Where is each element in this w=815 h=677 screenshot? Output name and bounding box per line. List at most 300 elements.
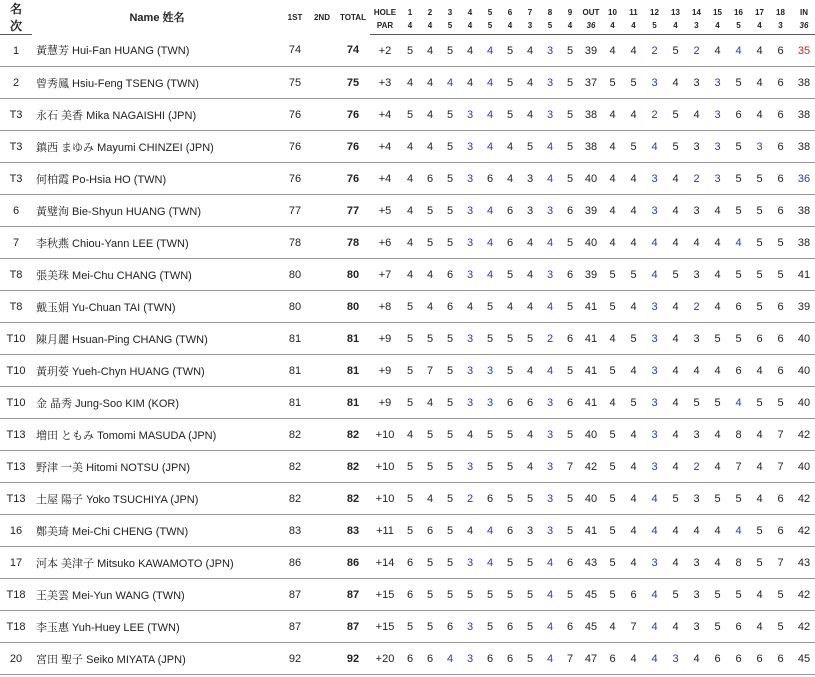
hole-score: 4 [749,451,770,483]
total-score: 87 [336,611,370,643]
hole-score: 2 [460,483,480,515]
par-in-total: 36 [791,17,815,35]
hole-score: 5 [480,611,500,643]
out-total: 45 [580,611,602,643]
hole-score: 4 [665,611,686,643]
hole-score: 4 [500,291,520,323]
hole-par: 5 [728,17,749,35]
to-par: +4 [370,163,400,195]
hole-score: 6 [770,291,791,323]
hole-score: 3 [644,355,665,387]
hole-par: 4 [500,17,520,35]
player-name: 王美雲 Mei-Yun WANG (TWN) [32,579,282,611]
hole-score: 5 [728,67,749,99]
hole-score: 6 [770,515,791,547]
hole-score: 6 [770,643,791,675]
out-total: 38 [580,99,602,131]
round2-score [308,547,336,579]
hole-number: 6 [507,8,513,17]
hole-score: 4 [749,419,770,451]
round2-score [308,291,336,323]
in-total: 38 [791,99,815,131]
out-total: 41 [580,515,602,547]
round1-header: 1ST [287,12,303,22]
total-score: 83 [336,515,370,547]
to-par: +4 [370,131,400,163]
hole-score: 6 [420,515,440,547]
total-score: 82 [336,451,370,483]
round1-score: 76 [282,131,308,163]
hole-score: 5 [400,99,420,131]
hole-score: 6 [770,355,791,387]
hole-score: 6 [500,195,520,227]
hole-par: 4 [460,17,480,35]
in-total: 45 [791,643,815,675]
hole-score: 6 [770,323,791,355]
round1-score: 82 [282,419,308,451]
round2-score [308,195,336,227]
hole-score: 5 [560,419,580,451]
hole-score: 5 [400,35,420,67]
hole-par: 4 [400,17,420,35]
hole-score: 5 [400,291,420,323]
in-total: 40 [791,355,815,387]
hole-score: 6 [560,611,580,643]
to-par: +14 [370,547,400,579]
hole-score: 4 [400,131,420,163]
hole-score: 4 [644,579,665,611]
hole-score: 4 [602,227,623,259]
player-row [0,547,815,579]
hole-score: 5 [602,579,623,611]
hole-score: 5 [560,99,580,131]
hole-score: 2 [686,291,707,323]
to-par: +10 [370,451,400,483]
hole-score: 5 [560,483,580,515]
hole-score: 4 [686,643,707,675]
hole-score: 7 [770,547,791,579]
hole-number: 4 [467,8,473,17]
hole-score: 6 [500,227,520,259]
player-row [0,643,815,675]
hole-number: 13 [671,8,680,17]
hole-score: 7 [728,451,749,483]
hole-score: 5 [480,451,500,483]
round2-score [308,323,336,355]
in-total: 39 [791,291,815,323]
hole-score: 4 [420,387,440,419]
in-total: 42 [791,483,815,515]
hole-score: 4 [420,35,440,67]
hole-score: 4 [749,579,770,611]
round1-score: 80 [282,291,308,323]
hole-score: 7 [623,611,644,643]
hole-score: 4 [480,35,500,67]
player-position: T3 [0,163,32,195]
total-score: 87 [336,579,370,611]
hole-score: 5 [707,387,728,419]
hole-score: 6 [560,259,580,291]
hole-score: 5 [500,579,520,611]
hole-score: 5 [440,355,460,387]
player-position: 1 [0,35,32,67]
out-total: 40 [580,483,602,515]
out-total: 39 [580,259,602,291]
hole-score: 3 [540,515,560,547]
hole-score: 3 [686,323,707,355]
hole-score: 3 [540,419,560,451]
hole-score: 5 [500,35,520,67]
hole-score: 4 [602,99,623,131]
total-score: 77 [336,195,370,227]
hole-score: 4 [540,131,560,163]
player-position: 2 [0,67,32,99]
to-par: +4 [370,99,400,131]
hole-score: 4 [500,131,520,163]
hole-par: 3 [686,17,707,35]
hole-score: 4 [665,515,686,547]
to-par: +10 [370,483,400,515]
round1-score: 81 [282,355,308,387]
hole-score: 4 [400,195,420,227]
hole-score: 6 [602,643,623,675]
round1-score: 76 [282,163,308,195]
player-name: 李秋燕 Chiou-Yann LEE (TWN) [32,227,282,259]
hole-score: 3 [644,547,665,579]
to-par: +9 [370,323,400,355]
hole-score: 5 [728,483,749,515]
hole-score: 3 [686,483,707,515]
round2-score [308,515,336,547]
hole-score: 4 [400,259,420,291]
hole-score: 3 [644,387,665,419]
round1-score: 74 [282,35,308,67]
round2-header: 2ND [313,12,330,22]
hole-score: 4 [728,387,749,419]
hole-score: 4 [420,99,440,131]
hole-score: 5 [665,131,686,163]
player-name: 増田 ともみ Tomomi MASUDA (JPN) [32,419,282,451]
hole-score: 4 [707,355,728,387]
hole-number: 16 [734,8,743,17]
hole-score: 5 [440,579,460,611]
hole-score: 5 [560,355,580,387]
in-total: 42 [791,611,815,643]
hole-score: 4 [665,419,686,451]
player-position: T13 [0,483,32,515]
player-position: T13 [0,451,32,483]
hole-par: 4 [665,17,686,35]
hole-score: 4 [665,227,686,259]
player-name: 何柏霞 Po-Hsia HO (TWN) [32,163,282,195]
hole-score: 6 [480,483,500,515]
hole-score: 5 [749,387,770,419]
hole-score: 3 [460,611,480,643]
hole-score: 5 [440,323,460,355]
hole-score: 3 [460,195,480,227]
round1-score: 81 [282,323,308,355]
hole-score: 5 [602,67,623,99]
hole-score: 5 [560,163,580,195]
player-name: 河本 美津子 Mitsuko KAWAMOTO (JPN) [32,547,282,579]
total-score: 75 [336,67,370,99]
hole-score: 4 [749,35,770,67]
round1-score: 82 [282,483,308,515]
player-row [0,99,815,131]
hole-score: 3 [686,579,707,611]
round1-score: 75 [282,67,308,99]
hole-score: 4 [460,67,480,99]
hole-score: 3 [707,67,728,99]
position-header-top: 名 [9,2,22,16]
in-total: 38 [791,195,815,227]
hole-score: 5 [623,387,644,419]
round1-score: 78 [282,227,308,259]
player-name: 黃慧芳 Hui-Fan HUANG (TWN) [32,35,282,67]
hole-par: 4 [707,17,728,35]
hole-score: 3 [707,99,728,131]
hole-score: 3 [686,419,707,451]
hole-score: 4 [440,67,460,99]
to-par: +6 [370,227,400,259]
hole-score: 4 [460,291,480,323]
total-score: 80 [336,259,370,291]
round2-score [308,611,336,643]
total-score: 82 [336,419,370,451]
hole-score: 5 [500,355,520,387]
hole-score: 4 [520,227,540,259]
player-row [0,579,815,611]
to-par: +15 [370,611,400,643]
total-score: 76 [336,131,370,163]
hole-score: 6 [400,643,420,675]
hole-score: 5 [728,579,749,611]
in-total: 40 [791,451,815,483]
hole-score: 4 [686,515,707,547]
in-total: 41 [791,259,815,291]
hole-score: 4 [420,131,440,163]
out-total: 37 [580,67,602,99]
hole-score: 5 [400,387,420,419]
hole-score: 4 [728,515,749,547]
hole-score: 3 [749,131,770,163]
player-position: 17 [0,547,32,579]
out-total: 39 [580,35,602,67]
hole-score: 4 [623,483,644,515]
hole-score: 6 [728,611,749,643]
hole-par: 5 [644,17,665,35]
out-total: 40 [580,419,602,451]
hole-score: 3 [540,67,560,99]
player-name: 宮田 聖子 Seiko MIYATA (JPN) [32,643,282,675]
hole-score: 5 [440,483,460,515]
hole-score: 4 [480,67,500,99]
total-score: 76 [336,99,370,131]
hole-score: 4 [480,99,500,131]
hole-score: 4 [707,515,728,547]
hole-score: 4 [602,163,623,195]
hole-par: 5 [480,17,500,35]
hole-score: 6 [770,163,791,195]
hole-score: 5 [749,259,770,291]
player-position: T8 [0,259,32,291]
out-total: 41 [580,387,602,419]
hole-score: 3 [540,259,560,291]
hole-score: 3 [460,547,480,579]
player-row [0,131,815,163]
hole-score: 6 [500,611,520,643]
out-total: 42 [580,451,602,483]
to-par: +20 [370,643,400,675]
hole-score: 4 [420,483,440,515]
hole-score: 4 [520,419,540,451]
hole-score: 4 [602,131,623,163]
hole-score: 5 [623,131,644,163]
hole-score: 4 [749,99,770,131]
round2-score [308,131,336,163]
hole-score: 5 [602,259,623,291]
hole-score: 4 [686,355,707,387]
round1-score: 87 [282,611,308,643]
hole-score: 6 [749,323,770,355]
hole-score: 7 [770,451,791,483]
round2-score [308,35,336,67]
hole-score: 3 [644,419,665,451]
hole-score: 4 [540,643,560,675]
hole-score: 3 [460,323,480,355]
hole-score: 3 [644,291,665,323]
hole-score: 3 [460,227,480,259]
hole-score: 5 [602,291,623,323]
hole-score: 5 [440,195,460,227]
player-name: 鎮西 まゆみ Mayumi CHINZEI (JPN) [32,131,282,163]
hole-score: 6 [560,387,580,419]
hole-score: 5 [560,227,580,259]
player-name: 李玉惠 Yuh-Huey LEE (TWN) [32,611,282,643]
hole-score: 7 [560,451,580,483]
hole-score: 5 [749,547,770,579]
hole-score: 4 [707,291,728,323]
hole-score: 2 [686,35,707,67]
round1-score: 76 [282,99,308,131]
total-score: 81 [336,355,370,387]
round2-score [308,99,336,131]
hole-score: 3 [520,163,540,195]
hole-score: 6 [560,323,580,355]
player-row [0,163,815,195]
hole-score: 5 [728,195,749,227]
hole-score: 5 [665,259,686,291]
hole-score: 6 [770,99,791,131]
hole-score: 4 [520,35,540,67]
out-total: 47 [580,643,602,675]
total-score: 86 [336,547,370,579]
player-position: 6 [0,195,32,227]
hole-score: 5 [400,355,420,387]
hole-score: 4 [480,259,500,291]
hole-score: 4 [623,99,644,131]
player-position: T18 [0,611,32,643]
hole-score: 4 [665,163,686,195]
hole-score: 3 [686,259,707,291]
hole-number: 7 [527,8,533,17]
hole-score: 5 [440,547,460,579]
hole-score: 4 [623,227,644,259]
hole-score: 4 [665,547,686,579]
hole-score: 4 [749,67,770,99]
hole-score: 4 [707,547,728,579]
hole-score: 5 [420,323,440,355]
hole-score: 4 [665,291,686,323]
hole-score: 3 [460,163,480,195]
round2-score [308,227,336,259]
total-score: 82 [336,483,370,515]
hole-score: 5 [440,515,460,547]
to-par: +8 [370,291,400,323]
hole-score: 4 [707,259,728,291]
in-total: 38 [791,227,815,259]
player-row [0,355,815,387]
hole-score: 4 [400,67,420,99]
to-par: +11 [370,515,400,547]
player-position: 20 [0,643,32,675]
player-position: T13 [0,419,32,451]
hole-score: 5 [665,35,686,67]
in-total: 42 [791,515,815,547]
hole-score: 7 [420,355,440,387]
player-row [0,323,815,355]
hole-score: 6 [400,547,420,579]
hole-score: 4 [644,131,665,163]
player-row [0,515,815,547]
player-row [0,67,815,99]
hole-score: 5 [500,419,520,451]
par-out-total: 36 [580,17,602,35]
hole-score: 5 [707,611,728,643]
hole-score: 4 [540,227,560,259]
hole-score: 4 [400,227,420,259]
round1-score: 80 [282,259,308,291]
hole-par: 3 [520,17,540,35]
hole-score: 4 [623,515,644,547]
hole-score: 5 [749,195,770,227]
hole-score: 5 [500,547,520,579]
hole-score: 4 [460,419,480,451]
hole-score: 5 [420,195,440,227]
hole-score: 6 [480,163,500,195]
hole-number: 5 [487,8,493,17]
hole-score: 3 [460,355,480,387]
hole-score: 5 [440,163,460,195]
hole-score: 8 [728,547,749,579]
hole-score: 4 [665,451,686,483]
hole-score: 2 [686,163,707,195]
hole-score: 4 [520,291,540,323]
hole-score: 4 [520,67,540,99]
player-row [0,227,815,259]
hole-score: 6 [420,643,440,675]
total-score: 78 [336,227,370,259]
hole-score: 5 [400,323,420,355]
player-position: 16 [0,515,32,547]
player-position: T18 [0,579,32,611]
hole-score: 5 [728,163,749,195]
round1-score: 83 [282,515,308,547]
hole-score: 4 [623,643,644,675]
hole-score: 5 [602,355,623,387]
hole-score: 5 [602,451,623,483]
hole-score: 5 [560,291,580,323]
